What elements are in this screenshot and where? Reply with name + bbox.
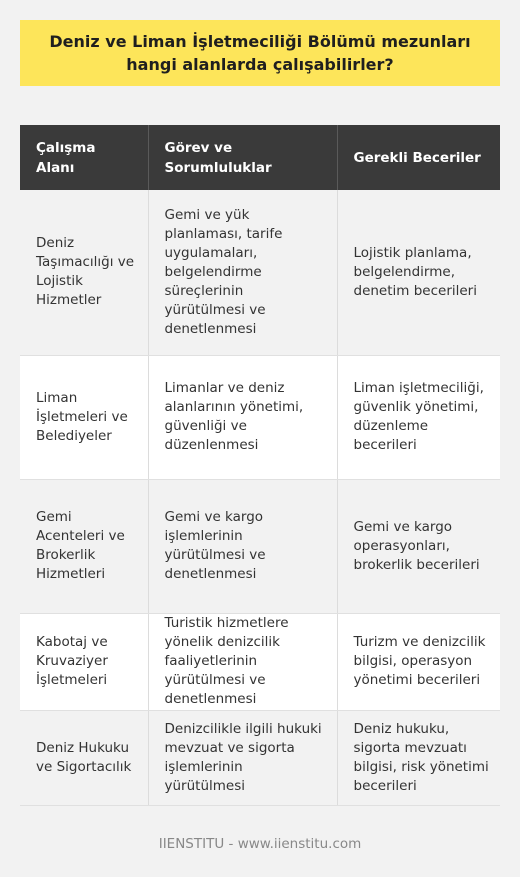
table-cell-duties: Denizcilikle ilgili hukuki mevzuat ve sigorta işlemlerinin yürütülmesi xyxy=(148,710,337,805)
column-header-duties: Görev ve Sorumluluklar xyxy=(148,125,337,190)
table-row xyxy=(20,479,500,613)
table-cell-work-area: Kabotaj ve Kruvaziyer İşletmeleri xyxy=(20,613,148,710)
table-cell-duties: Turistik hizmetlere yönelik denizcilik faaliyetlerinin yürütülmesi ve denetlenmesi xyxy=(148,613,337,710)
table-cell-work-area: Liman İşletmeleri ve Belediyeler xyxy=(20,355,148,479)
table-cell-duties: Limanlar ve deniz alanlarının yönetimi, güvenliği ve düzenlenmesi xyxy=(148,355,337,479)
table-cell-skills: Deniz hukuku, sigorta mevzuatı bilgisi, risk yönetimi becerileri xyxy=(337,710,500,805)
table-row xyxy=(20,190,500,355)
table-cell-skills: Turizm ve denizcilik bilgisi, operasyon yönetimi becerileri xyxy=(337,613,500,710)
career-table xyxy=(20,125,500,806)
table-cell-skills: Lojistik planlama, belgelendirme, denetim becerileri xyxy=(337,190,500,355)
table-cell-duties: Gemi ve kargo işlemlerinin yürütülmesi ve denetlenmesi xyxy=(148,479,337,613)
table-cell-work-area: Deniz Hukuku ve Sigortacılık xyxy=(20,710,148,805)
table-cell-skills: Gemi ve kargo operasyonları, brokerlik becerileri xyxy=(337,479,500,613)
table-cell-duties: Gemi ve yük planlaması, tarife uygulamaları, belgelendirme süreçlerinin yürütülmesi ve denetlenmesi xyxy=(148,190,337,355)
table-cell-work-area: Gemi Acenteleri ve Brokerlik Hizmetleri xyxy=(20,479,148,613)
page-title: Deniz ve Liman İşletmeciliği Bölümü mezunları hangi alanlarda çalışabilirler? xyxy=(20,20,500,86)
table-header-row xyxy=(20,125,500,190)
table-row xyxy=(20,710,500,805)
table-cell-work-area: Deniz Taşımacılığı ve Lojistik Hizmetler xyxy=(20,190,148,355)
column-header-work-area: Çalışma Alanı xyxy=(20,125,148,190)
column-header-skills: Gerekli Beceriler xyxy=(337,125,500,190)
table-row xyxy=(20,613,500,710)
footer-credit: IIENSTITU - www.iienstitu.com xyxy=(158,836,362,852)
table-row xyxy=(20,355,500,479)
table-cell-skills: Liman işletmeciliği, güvenlik yönetimi, düzenleme becerileri xyxy=(337,355,500,479)
